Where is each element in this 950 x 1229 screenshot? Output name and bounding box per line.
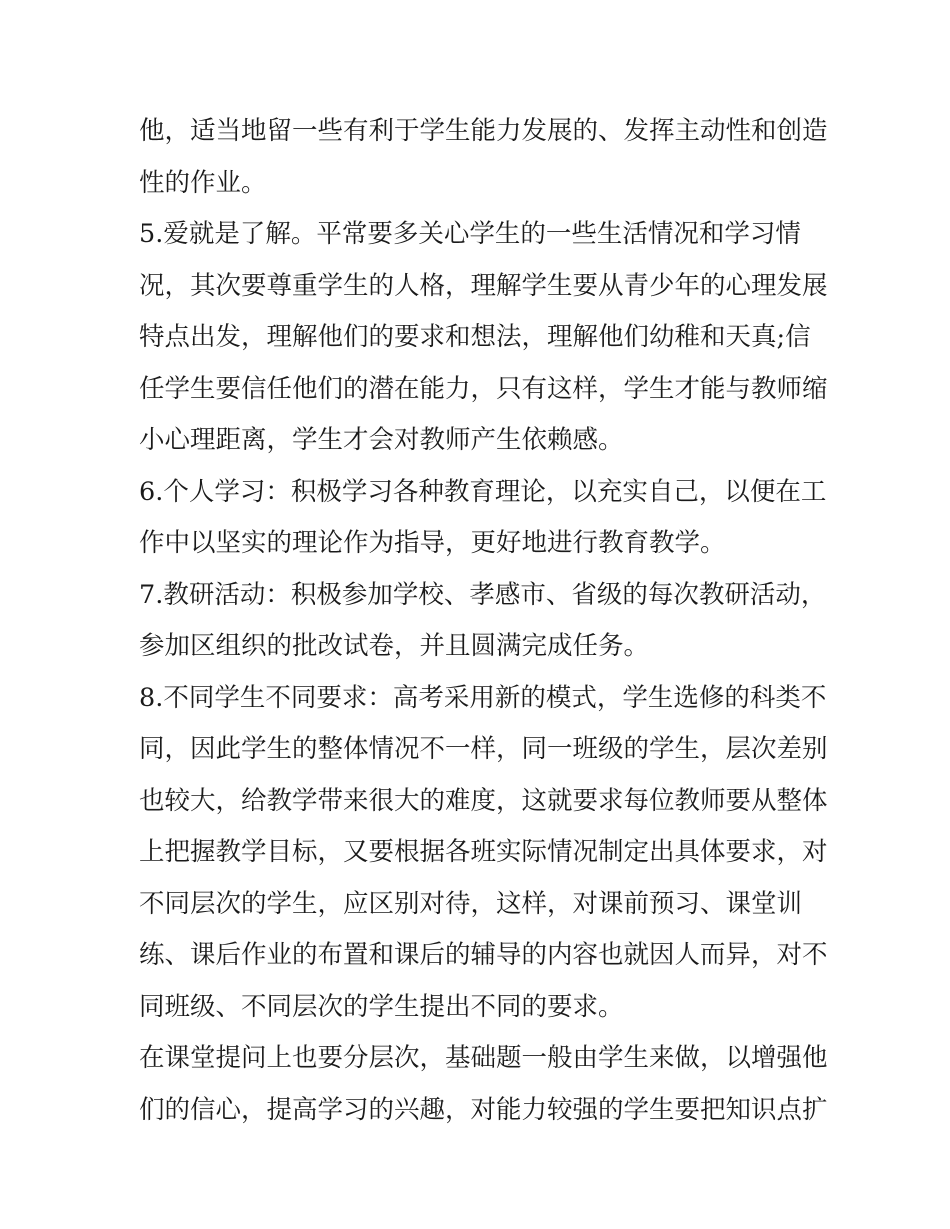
text-line: 同，因此学生的整体情况不一样，同一班级的学生，层次差别 bbox=[139, 734, 828, 764]
text-line: 性的作业。 bbox=[139, 167, 267, 198]
text-line: 们的信心，提高学习的兴趣，对能力较强的学生要把知识点扩 bbox=[139, 1094, 828, 1125]
text-line: 也较大，给教学带来很大的难度，这就要求每位教师要从整体 bbox=[139, 785, 828, 816]
text-line: 7.教研活动：积极参加学校、孝感市、省级的每次教研活动， bbox=[139, 579, 827, 610]
text-line: 参加区组织的批改试卷，并且圆满完成任务。 bbox=[139, 631, 650, 661]
text-line: 作中以坚实的理论作为指导，更好地进行教育教学。 bbox=[139, 528, 726, 558]
text-line: 不同层次的学生，应区别对待，这样，对课前预习、课堂训 bbox=[139, 888, 803, 919]
text-line: 特点出发，理解他们的要求和想法，理解他们幼稚和天真;信 bbox=[139, 322, 811, 352]
text-line: 在课堂提问上也要分层次，基础题一般由学生来做，以增强他 bbox=[139, 1043, 828, 1073]
text-line: 况，其次要尊重学生的人格，理解学生要从青少年的心理发展 bbox=[139, 270, 828, 301]
text-line: 同班级、不同层次的学生提出不同的要求。 bbox=[139, 991, 624, 1022]
document-body bbox=[139, 106, 828, 1136]
text-line: 练、课后作业的布置和课后的辅导的内容也就因人而异，对不 bbox=[139, 940, 828, 970]
text-line: 他，适当地留一些有利于学生能力发展的、发挥主动性和创造 bbox=[139, 116, 828, 146]
text-line: 8.不同学生不同要求：高考采用新的模式，学生选修的科类不 bbox=[139, 682, 827, 713]
text-line: 6.个人学习：积极学习各种教育理论，以充实自己，以便在工 bbox=[139, 476, 827, 507]
text-line: 任学生要信任他们的潜在能力，只有这样，学生才能与教师缩 bbox=[139, 373, 828, 404]
text-line: 上把握教学目标，又要根据各班实际情况制定出具体要求，对 bbox=[139, 837, 828, 867]
text-line: 小心理距离，学生才会对教师产生依赖感。 bbox=[139, 425, 624, 455]
text-line: 5.爱就是了解。平常要多关心学生的一些生活情况和学习情 bbox=[139, 219, 801, 249]
